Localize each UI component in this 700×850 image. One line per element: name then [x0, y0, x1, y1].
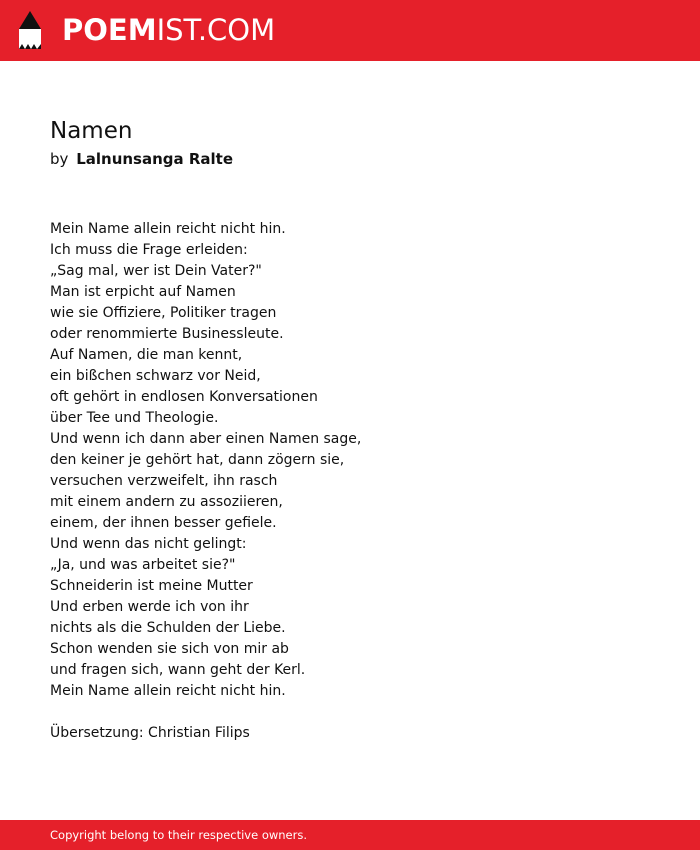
poem-body [50, 219, 650, 702]
poem-line: nichts als die Schulden der Liebe. [50, 620, 286, 636]
byline [50, 150, 233, 168]
poem-line: einem, der ihnen besser gefiele. [50, 515, 277, 531]
poem-line: oder renommierte Businessleute. [50, 326, 284, 342]
poem-line: versuchen verzweifelt, ihn rasch [50, 473, 278, 489]
poem-line: Mein Name allein reicht nicht hin. [50, 221, 286, 237]
logo-light-text: IST.COM [156, 13, 276, 47]
poem-title: Namen [50, 118, 133, 144]
poem-line: Ich muss die Frage erleiden: [50, 242, 248, 258]
author-name: Lalnunsanga Ralte [76, 150, 234, 168]
site-logo[interactable] [62, 13, 275, 47]
copyright-notice: Copyright belong to their respective owners. [50, 828, 308, 842]
logo-bold-text: POEM [62, 13, 157, 47]
poem-line: wie sie Offiziere, Politiker tragen [50, 305, 277, 321]
poem-line: Und erben werde ich von ihr [50, 599, 249, 615]
poem-line: „Ja, und was arbeitet sie?" [50, 557, 236, 573]
poem-line: mit einem andern zu assoziieren, [50, 494, 283, 510]
translation-credit: Übersetzung: Christian Filips [50, 725, 250, 741]
site-footer [0, 820, 700, 850]
poem-line: Und wenn ich dann aber einen Namen sage, [50, 431, 362, 447]
poem-line: Auf Namen, die man kennt, [50, 347, 243, 363]
poem-line: Und wenn das nicht gelingt: [50, 536, 247, 552]
poem-line: über Tee und Theologie. [50, 410, 219, 426]
poem-line: Schneiderin ist meine Mutter [50, 578, 253, 594]
poem-line: ein bißchen schwarz vor Neid, [50, 368, 261, 384]
poem-line: „Sag mal, wer ist Dein Vater?" [50, 263, 262, 279]
poem-line: und fragen sich, wann geht der Kerl. [50, 662, 306, 678]
poem-line: oft gehört in endlosen Konversationen [50, 389, 318, 405]
poem-line: den keiner je gehört hat, dann zögern sie, [50, 452, 345, 468]
site-header [0, 0, 700, 61]
pencil-icon[interactable] [18, 10, 42, 51]
poem-line: Man ist erpicht auf Namen [50, 284, 236, 300]
poem-line: Schon wenden sie sich von mir ab [50, 641, 289, 657]
poem-line: Mein Name allein reicht nicht hin. [50, 683, 286, 699]
by-label: by [50, 150, 69, 168]
